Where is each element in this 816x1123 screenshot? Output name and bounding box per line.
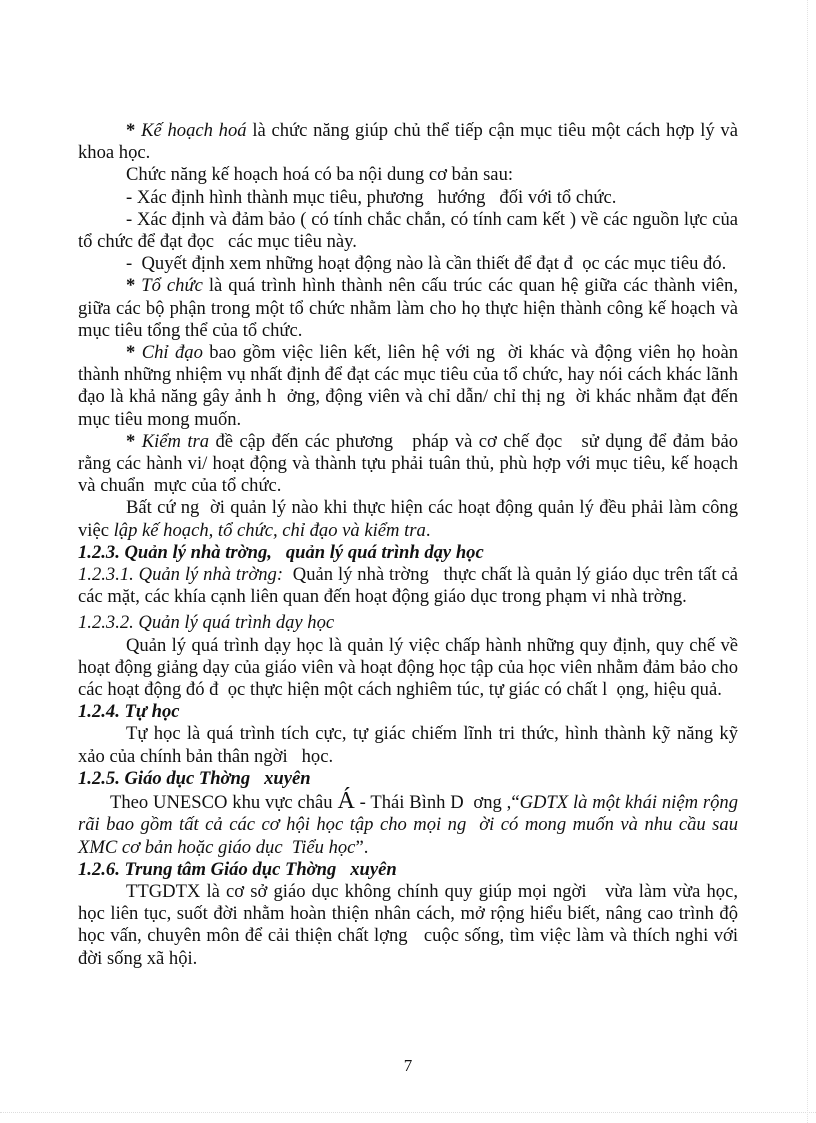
- page-divider: [0, 1112, 816, 1113]
- paragraph-quan-ly-nha-truong: [78, 564, 743, 608]
- paragraph-nguoi-quan-ly: [78, 497, 743, 541]
- text-run: *: [126, 430, 142, 452]
- paragraph-unesco: [78, 788, 748, 859]
- text-run: - Thái Bình D ơng ,“: [354, 792, 520, 814]
- list-item-muc-tieu: [78, 187, 738, 209]
- text-run: Kế hoạch hoá: [141, 120, 247, 141]
- paragraph-ke-hoach-hoa: [78, 120, 743, 164]
- text-run: Á: [337, 788, 355, 815]
- text-run: GDTX là một khái niệm rộng rãi bao gồm tất cả các cơ hội học tập cho mọi ng ời có mong muốn và nhu cầu sau XMC cơ bản hoặc giáo dục Tiểu học: [78, 792, 748, 858]
- heading-1-2-3: [78, 542, 738, 564]
- text-run: - Xác định và đảm bảo ( có tính chắc chắn, có tính cam kết ) về các nguồn lực của tổ chức để đạt đọc các mục tiêu này.: [78, 208, 743, 253]
- text-run: ”.: [355, 836, 369, 858]
- paragraph-kiem-tra: [78, 430, 743, 498]
- text-run: Bất cứ ng ời quản lý nào khi thực hiện các hoạt động quản lý đều phải làm công việc: [78, 497, 743, 541]
- heading-1-2-6: [78, 859, 738, 881]
- text-run: Quản lý nhà trờng thực chất là quản lý giáo dục trên tất cả các mặt, các khía cạnh liên quan đến hoạt động giáo dục trong phạm vi nhà trờng.: [78, 564, 743, 608]
- heading-1-2-3-2: [78, 612, 738, 634]
- text-run: là chức năng giúp chủ thể tiếp cận mục tiêu một cách hợp lý và khoa học.: [78, 120, 743, 164]
- paragraph-tu-hoc: [78, 723, 743, 767]
- document-body: [78, 120, 748, 970]
- text-run: *: [126, 120, 142, 141]
- text-run: *: [126, 342, 142, 364]
- list-item-nguon-luc: [78, 208, 743, 253]
- text-run: Tự học là quá trình tích cực, tự giác chiếm lĩnh tri thức, hình thành kỹ năng kỹ xảo của chính bản thân ngời học.: [78, 723, 743, 767]
- text-run: Chức năng kế hoạch hoá có ba nội dung cơ bản sau:: [126, 164, 514, 186]
- text-run: Theo UNESCO khu vực châu: [110, 792, 338, 814]
- text-run: 1.2.6. Trung tâm Giáo dục Thờng xuyên: [78, 858, 397, 880]
- text-run: Chỉ đạo: [141, 342, 203, 364]
- text-run: bao gồm việc liên kết, liên hệ với ng ời khác và động viên họ hoàn thành những nhiệm vụ nhất định để đạt các mục tiêu của tổ chức, hay nói cách khác lãnh đạo là khả năng gây ảnh h ởng, động viên và chỉ dẫn/ chỉ thị ng ời khác nhằm đạt đến mục tiêu mong muốn.: [78, 342, 743, 430]
- text-run: - Xác định hình thành mục tiêu, phương hướng đối với tổ chức.: [126, 186, 617, 208]
- text-run: là quá trình hình thành nên cấu trúc các quan hệ giữa các thành viên, giữa các bộ phận trong một tổ chức nhằm làm cho họ thực hiện thành công kế hoạch và mục tiêu tổng thể của tổ chức.: [78, 275, 743, 341]
- text-run: TTGDTX là cơ sở giáo dục không chính quy giúp mọi ngời vừa làm vừa học, học liên tục, suốt đời nhằm hoàn thiện nhân cách, mở rộng hiểu biết, nâng cao trình độ học vấn, chuyên môn để cải thiện chất lợng cuộc sống, tìm việc làm và thích nghi với đời sống xã hội.: [78, 880, 743, 969]
- text-run: Quản lý quá trình dạy học là quản lý việc chấp hành những quy định, quy chế về hoạt động giảng dạy của giáo viên và hoạt động học tập của học viên nhằm đảm bảo cho các hoạt động đó đ ọc thực hiện một cách nghiêm túc, tự giác có chất l ọng, hiệu quả.: [78, 634, 743, 701]
- paragraph-noi-dung-co-ban: [78, 164, 738, 186]
- text-run: *: [126, 275, 142, 297]
- text-run: Kiểm tra: [141, 430, 210, 452]
- text-run: 1.2.3. Quản lý nhà trờng, quản lý quá trình dạy học: [78, 541, 484, 563]
- text-run: 1.2.4. Tự học: [78, 701, 180, 723]
- paragraph-to-chuc: [78, 275, 743, 342]
- text-run: đề cập đến các phương pháp và cơ chế đọc sử dụng để đảm bảo rằng các hành vi/ hoạt động và thành tựu phải tuân thủ, phù hợp với mục tiêu, kế hoạch và chuẩn mực của tổ chức.: [78, 430, 743, 497]
- paragraph-quan-ly-day-hoc: [78, 634, 743, 702]
- heading-1-2-5: [78, 768, 738, 790]
- text-run: .: [425, 519, 431, 541]
- text-run: - Quyết định xem những hoạt động nào là cần thiết để đạt đ ọc các mục tiêu đó.: [126, 253, 727, 275]
- text-run: Tổ chức: [141, 275, 203, 297]
- text-run: 1.2.3.2. Quản lý quá trình dạy học: [78, 612, 335, 634]
- paragraph-chi-dao: [78, 342, 743, 431]
- paragraph-ttgdtx: [78, 880, 743, 970]
- text-run: 1.2.5. Giáo dục Thờng xuyên: [78, 767, 311, 789]
- text-run: lập kế hoạch, tổ chức, chỉ đạo và kiểm tra: [113, 519, 426, 541]
- text-run: 1.2.3.1. Quản lý nhà trờng:: [78, 564, 284, 586]
- page-edge: [807, 0, 808, 1123]
- list-item-hoat-dong: [78, 253, 738, 275]
- heading-1-2-4: [78, 701, 738, 723]
- page-number: 7: [403, 1056, 413, 1075]
